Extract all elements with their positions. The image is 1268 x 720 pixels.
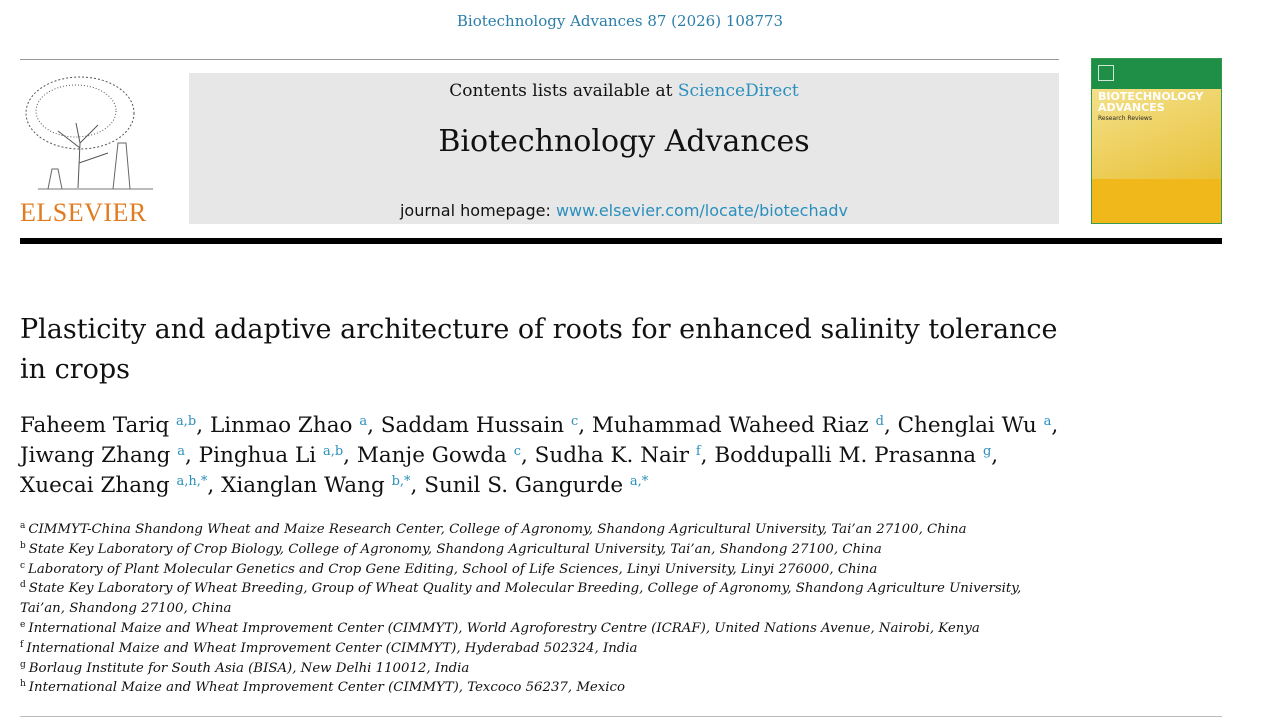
elsevier-tree-icon: [18, 73, 158, 193]
section-divider: [20, 716, 1222, 717]
cover-title-line2: ADVANCES: [1098, 101, 1165, 114]
author-affiliation-marker[interactable]: a,b: [176, 414, 197, 429]
homepage-prefix: journal homepage:: [399, 201, 556, 220]
affiliation-key: f: [20, 639, 24, 650]
affiliation-item: [20, 619, 1060, 639]
author-name[interactable]: Manje Gowda: [356, 443, 507, 468]
author-name[interactable]: Muhammad Waheed Riaz: [591, 413, 869, 438]
author-name[interactable]: Saddam Hussain: [380, 413, 565, 438]
author-name[interactable]: Xuecai Zhang: [20, 473, 170, 498]
author-affiliation-marker[interactable]: f: [695, 444, 701, 459]
affiliation-key: c: [20, 560, 26, 571]
author-name[interactable]: Boddupalli M. Prasanna: [714, 443, 977, 468]
elsevier-wordmark: ELSEVIER: [20, 198, 147, 227]
cover-title-line1: BIOTECHNOLOGY: [1098, 90, 1204, 103]
author-affiliation-marker[interactable]: c: [513, 444, 521, 459]
author-affiliation-marker[interactable]: a: [359, 414, 368, 429]
author-name[interactable]: Chenglai Wu: [897, 413, 1037, 438]
affiliation-item: [20, 659, 1060, 679]
journal-banner: [189, 73, 1059, 224]
affiliation-key: g: [20, 659, 26, 670]
banner-rule: [20, 238, 1222, 244]
affiliation-item: [20, 579, 1060, 619]
affiliation-item: [20, 560, 1060, 580]
cover-title: [1098, 91, 1203, 113]
author-affiliation-marker[interactable]: a: [1043, 414, 1052, 429]
author-affiliation-marker[interactable]: b,*: [391, 474, 411, 489]
author-affiliation-marker[interactable]: c: [570, 414, 579, 429]
author-list: Faheem Tariq $^{a,b}$, Linmao Zhao $^a$, Saddam Hussain $^c$, Muhammad Waheed Riaz $^d$, Chenglai Wu $^a$, Jiwang Zhang $^a$, Pinghua Li $^{a,b}$, Manje Gowda $^c$, Sudha K. Nair $^f$, Boddupalli M. Prasanna $^g$, Xuecai Zhang $^{a,h,*}$, Xianglan Wang $^{b,*}$, Sunil S. Gangurde $^{a,*}$: [20, 413, 1059, 498]
affiliation-key: d: [20, 580, 26, 591]
cover-bottom-band: [1092, 179, 1221, 223]
affiliation-key: e: [20, 619, 26, 630]
journal-homepage-link[interactable]: www.elsevier.com/locate/biotechadv: [555, 201, 849, 220]
journal-citation-link[interactable]: Biotechnology Advances 87 (2026) 108773: [456, 12, 784, 30]
author-name[interactable]: Pinghua Li: [198, 443, 317, 468]
sciencedirect-link[interactable]: ScienceDirect: [677, 81, 799, 101]
affiliation-item: [20, 540, 1060, 560]
affiliation-key: b: [20, 540, 26, 551]
journal-cover-image[interactable]: [1091, 58, 1222, 224]
affiliation-item: [20, 678, 1060, 698]
affiliation-text: Laboratory of Plant Molecular Genetics and Crop Gene Editing, School of Life Sciences, Linyi University, Linyi 276000, China: [28, 561, 878, 577]
affiliation-item: [20, 520, 1060, 540]
author-name[interactable]: Linmao Zhao: [209, 413, 353, 438]
author-name[interactable]: Xianglan Wang: [221, 473, 385, 498]
article-title: Plasticity and adaptive architecture of roots for enhanced salinity tolerance in crops: [20, 314, 1058, 385]
affiliation-key: a: [20, 521, 26, 531]
affiliation-item: [20, 639, 1060, 659]
contents-line: [189, 81, 1059, 101]
author-name[interactable]: Jiwang Zhang: [20, 443, 171, 468]
cover-subtitle: Research Reviews: [1098, 115, 1152, 122]
affiliation-text: International Maize and Wheat Improvement Center (CIMMYT), World Agroforestry Centre (ICRAF), United Nations Avenue, Nairobi, Kenya: [28, 620, 980, 636]
author-affiliation-marker[interactable]: a: [177, 444, 185, 459]
author-name[interactable]: Faheem Tariq: [20, 413, 170, 438]
author-name[interactable]: Sunil S. Gangurde: [424, 473, 624, 498]
cover-logo-icon: [1098, 65, 1114, 81]
affiliation-key: h: [20, 679, 26, 690]
affiliation-text: State Key Laboratory of Wheat Breeding, Group of Wheat Quality and Molecular Breeding, College of Agronomy, Shandong Agriculture University, Tai’an, Shandong 27100, China: [20, 581, 1022, 617]
author-affiliation-marker[interactable]: g: [982, 444, 992, 459]
header-divider: [20, 59, 1059, 60]
affiliation-text: International Maize and Wheat Improvement Center (CIMMYT), Hyderabad 502324, India: [26, 640, 638, 656]
author-name[interactable]: Sudha K. Nair: [534, 443, 690, 468]
author-affiliation-marker[interactable]: a,*: [629, 474, 649, 489]
elsevier-logo[interactable]: [18, 73, 158, 225]
affiliation-text: State Key Laboratory of Crop Biology, College of Agronomy, Shandong Agricultural University, Tai’an, Shandong 27100, China: [28, 541, 882, 557]
contents-prefix: Contents lists available at: [449, 81, 678, 101]
author-affiliation-marker[interactable]: a,b: [322, 444, 344, 459]
affiliation-list: [20, 520, 1060, 698]
affiliation-text: Borlaug Institute for South Asia (BISA), New Delhi 110012, India: [28, 660, 470, 676]
author-affiliation-marker[interactable]: a,h,*: [176, 474, 208, 489]
affiliation-text: International Maize and Wheat Improvement Center (CIMMYT), Texcoco 56237, Mexico: [28, 680, 626, 696]
homepage-line: [189, 201, 1059, 220]
author-affiliation-marker[interactable]: d: [875, 414, 884, 429]
affiliation-text: CIMMYT-China Shandong Wheat and Maize Research Center, College of Agronomy, Shandong Agricultural University, Tai’an 27100, China: [28, 522, 967, 537]
journal-title: Biotechnology Advances: [438, 124, 810, 159]
